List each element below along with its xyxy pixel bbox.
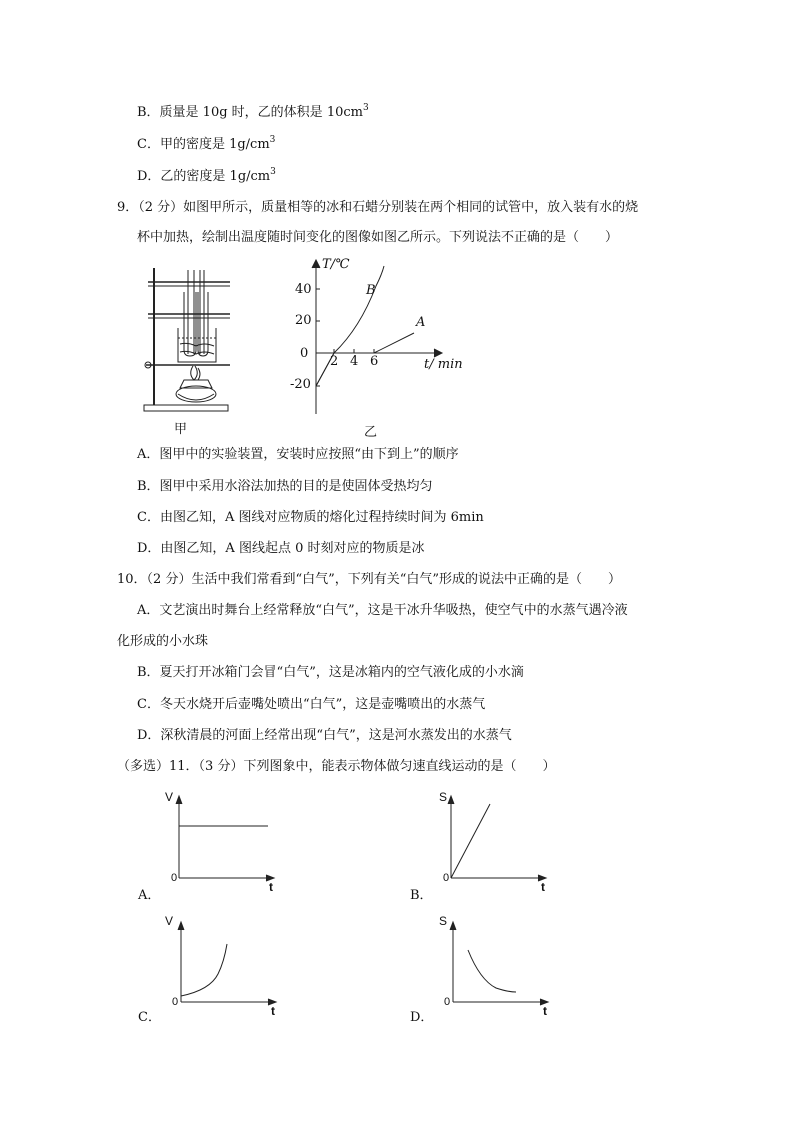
y-tick-neg20: -20 [290,377,311,392]
q10-option-c: C．冬天水烧开后壶嘴处喷出“白气”，这是壶嘴喷出的水蒸气 [137,697,486,712]
curve-a-label: A [416,315,426,330]
graph-a-origin: 0 [171,872,178,884]
graph-d [442,918,552,1008]
graph-a-option-label: A． [138,888,161,903]
q9-stem-line2: 杯中加热，绘制出温度随时间变化的图像如图乙所示。下列说法不正确的是（ ） [137,230,619,245]
q8-option-b: B．质量是 10g 时，乙的体积是 $10cm^3$ [137,103,369,120]
q9-option-b: B．图甲中采用水浴法加热的目的是使固体受热均匀 [137,479,433,494]
graph-d-y-label: S [439,914,448,928]
y-axis-label: T/℃ [322,257,350,272]
y-tick-40: 40 [295,282,312,297]
graph-b-option-label: B． [410,888,433,903]
graph-d-origin: 0 [444,996,451,1008]
q10-option-b: B．夏天打开冰箱门会冒“白气”，这是冰箱内的空气液化成的小水滴 [137,665,524,680]
q8-option-c: C．甲的密度是 $1g/cm^3$ [137,135,276,152]
graph-b-curve [451,804,490,878]
y-tick-20: 20 [295,313,312,328]
q9-stem-line1: 9．（2 分）如图甲所示，质量相等的冰和石蜡分别装在两个相同的试管中，放入装有水的烧 [117,200,639,215]
graph-c-curve [181,944,227,996]
graph-d-curve [468,950,516,992]
graph-c-y-label: V [165,914,174,928]
q9-option-c: C．由图乙知，A 图线对应物质的熔化过程持续时间为 6min [137,510,484,525]
q8-option-d: D．乙的密度是 $1g/cm^3$ [137,167,276,184]
graph-b [440,792,550,884]
q9-option-d: D．由图乙知，A 图线起点 0 时刻对应的物质是冰 [137,541,425,556]
graph-b-x-label: t [541,880,545,894]
graph-c-option-label: C． [138,1010,161,1025]
graph-d-x-label: t [543,1004,547,1018]
graph-c-origin: 0 [172,996,179,1008]
x-tick-6: 6 [370,354,379,369]
curve-b-label: B [366,283,376,298]
graph-c-x-label: t [271,1004,275,1018]
y-tick-0: 0 [300,346,309,361]
q11-stem: （多选）11．（3 分）下列图象中，能表示物体做匀速直线运动的是（ ） [117,759,556,774]
graph-a-x-label: t [269,880,273,894]
x-tick-2: 2 [330,354,339,369]
graph-b-y-label: S [439,790,448,804]
q9-option-a: A．图甲中的实验装置，安装时应按照“由下到上”的顺序 [137,447,459,462]
q10-stem: 10．（2 分）生活中我们常看到“白气”，下列有关“白气”形成的说法中正确的是（ ） [117,572,622,587]
graph-a [168,792,278,884]
figure-yi-caption: 乙 [364,425,378,440]
graph-a-y-label: V [165,790,174,804]
graph-c [170,918,280,1008]
q10-option-d: D．深秋清晨的河面上经常出现“白气”，这是河水蒸发出的水蒸气 [137,728,512,743]
graph-b-origin: 0 [443,872,450,884]
graph-d-option-label: D． [410,1010,434,1025]
figure-jia-caption: 甲 [174,422,188,437]
temperature-time-graph [290,256,460,418]
q10-option-a-line2: 化形成的小水珠 [117,634,209,649]
x-axis-label: t/ min [424,357,463,372]
apparatus-figure [138,262,238,414]
q10-option-a-line1: A．文艺演出时舞台上经常释放“白气”，这是干冰升华吸热，使空气中的水蒸气遇冷液 [137,603,628,618]
x-tick-4: 4 [350,354,359,369]
